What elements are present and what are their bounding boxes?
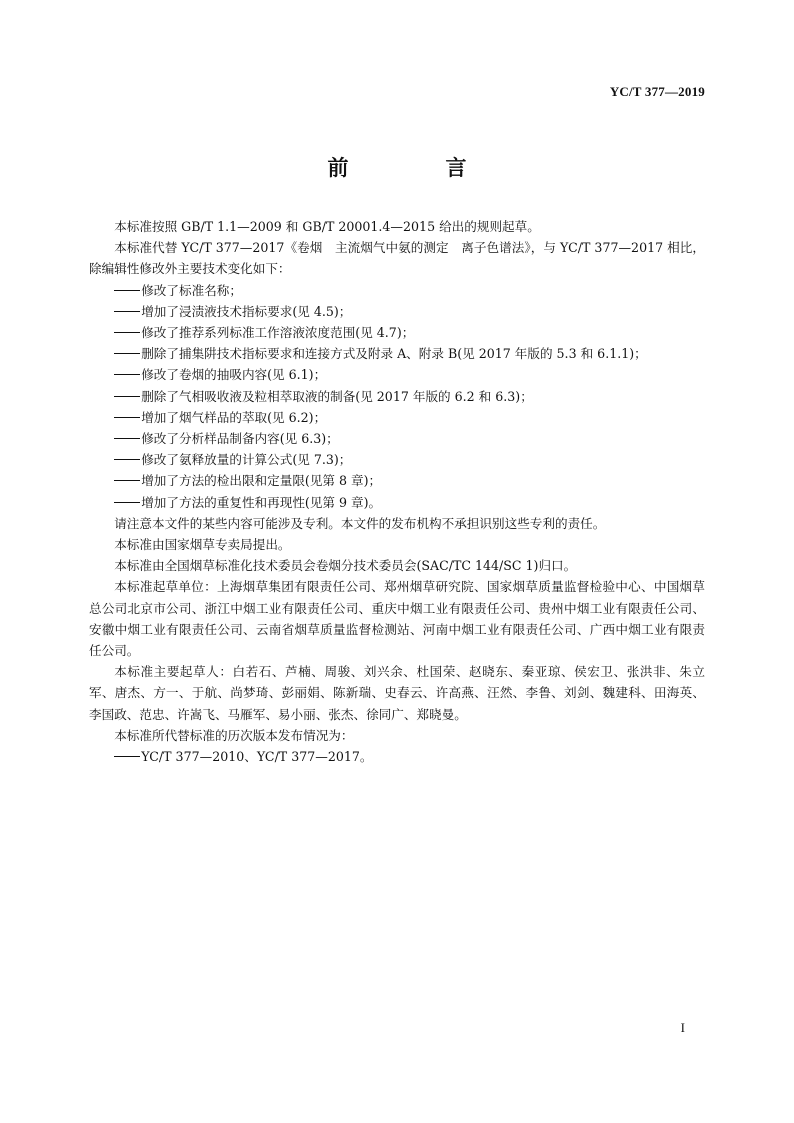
- list-item: 增加了方法的重复性和再现性(见第 9 章)。: [89, 492, 705, 513]
- list-item: 增加了烟气样品的萃取(见 6.2)；: [89, 407, 705, 428]
- document-body: [89, 216, 705, 767]
- list-item: 增加了浸渍液技术指标要求(见 4.5)；: [89, 301, 705, 322]
- paragraph-drafting-units: 本标准起草单位：上海烟草集团有限责任公司、郑州烟草研究院、国家烟草质量监督检验中心、中国烟草总公司北京市公司、浙江中烟工业有限责任公司、重庆中烟工业有限责任公司、贵州中烟工业有限责任公司、安徽中烟工业有限责任公司、云南省烟草质量监督检测站、河南中烟工业有限责任公司、广西中烟工业有限责任公司。: [89, 579, 705, 659]
- list-item: 修改了标准名称；: [89, 280, 705, 301]
- paragraph-committee: 本标准由全国烟草标准化技术委员会卷烟分技术委员会(SAC/TC 144/SC 1)归口。: [114, 558, 577, 574]
- list-item: 修改了卷烟的抽吸内容(见 6.1)；: [89, 364, 705, 385]
- list-item: 增加了方法的检出限和定量限(见第 8 章)；: [89, 470, 705, 491]
- paragraph-proposer: 本标准由国家烟草专卖局提出。: [114, 537, 291, 553]
- paragraph-patent-notice: 请注意本文件的某些内容可能涉及专利。本文件的发布机构不承担识别这些专利的责任。: [114, 515, 606, 531]
- dash-mark: [114, 332, 140, 333]
- dash-mark: [114, 311, 140, 312]
- history-item: YC/T 377—2010、YC/T 377—2017。: [89, 746, 705, 767]
- dash-mark: [114, 459, 140, 460]
- dash-mark: [114, 480, 140, 481]
- dash-mark: [114, 417, 140, 418]
- standard-code: YC/T 377—2019: [609, 84, 705, 99]
- list-item: 删除了气相吸收液及粒相萃取液的制备(见 2017 年版的 6.2 和 6.3)；: [89, 386, 705, 407]
- dash-mark: [114, 374, 140, 375]
- dash-mark: [114, 353, 140, 354]
- dash-mark: [114, 290, 140, 291]
- page-number: I: [680, 1020, 685, 1035]
- dash-mark: [114, 438, 140, 439]
- paragraph-replacement: 本标准代替 YC/T 377—2017《卷烟 主流烟气中氨的测定 离子色谱法》，与 YC/T 377—2017 相比，除编辑性修改外主要技术变化如下：: [89, 240, 705, 277]
- dash-mark: [114, 396, 140, 397]
- paragraph-drafting-rules: 本标准按照 GB/T 1.1—2009 和 GB/T 20001.4—2015 给出的规则起草。: [114, 219, 540, 234]
- list-item: 删除了捕集阱技术指标要求和连接方式及附录 A、附录 B(见 2017 年版的 5.3 和 6.1.1)；: [89, 343, 705, 364]
- dash-mark: [114, 756, 140, 757]
- dash-mark: [114, 502, 140, 503]
- list-item: 修改了氨释放量的计算公式(见 7.3)；: [89, 449, 705, 470]
- list-item: 修改了分析样品制备内容(见 6.3)；: [89, 428, 705, 449]
- list-item: 修改了推荐系列标准工作溶液浓度范围(见 4.7)；: [89, 322, 705, 343]
- paragraph-history-intro: 本标准所代替标准的历次版本发布情况为：: [114, 727, 354, 743]
- paragraph-drafters: 本标准主要起草人：白若石、芦楠、周骏、刘兴余、杜国荣、赵晓东、秦亚琼、侯宏卫、张洪非、朱立军、唐杰、方一、于航、尚梦琦、彭丽娟、陈新瑞、史春云、许高燕、汪然、李鲁、刘剑、魏建科、田海英、李国政、范忠、许嵩飞、马雁军、易小丽、张杰、徐同广、郑晓曼。: [89, 664, 705, 722]
- page-title: 前 言: [327, 156, 505, 180]
